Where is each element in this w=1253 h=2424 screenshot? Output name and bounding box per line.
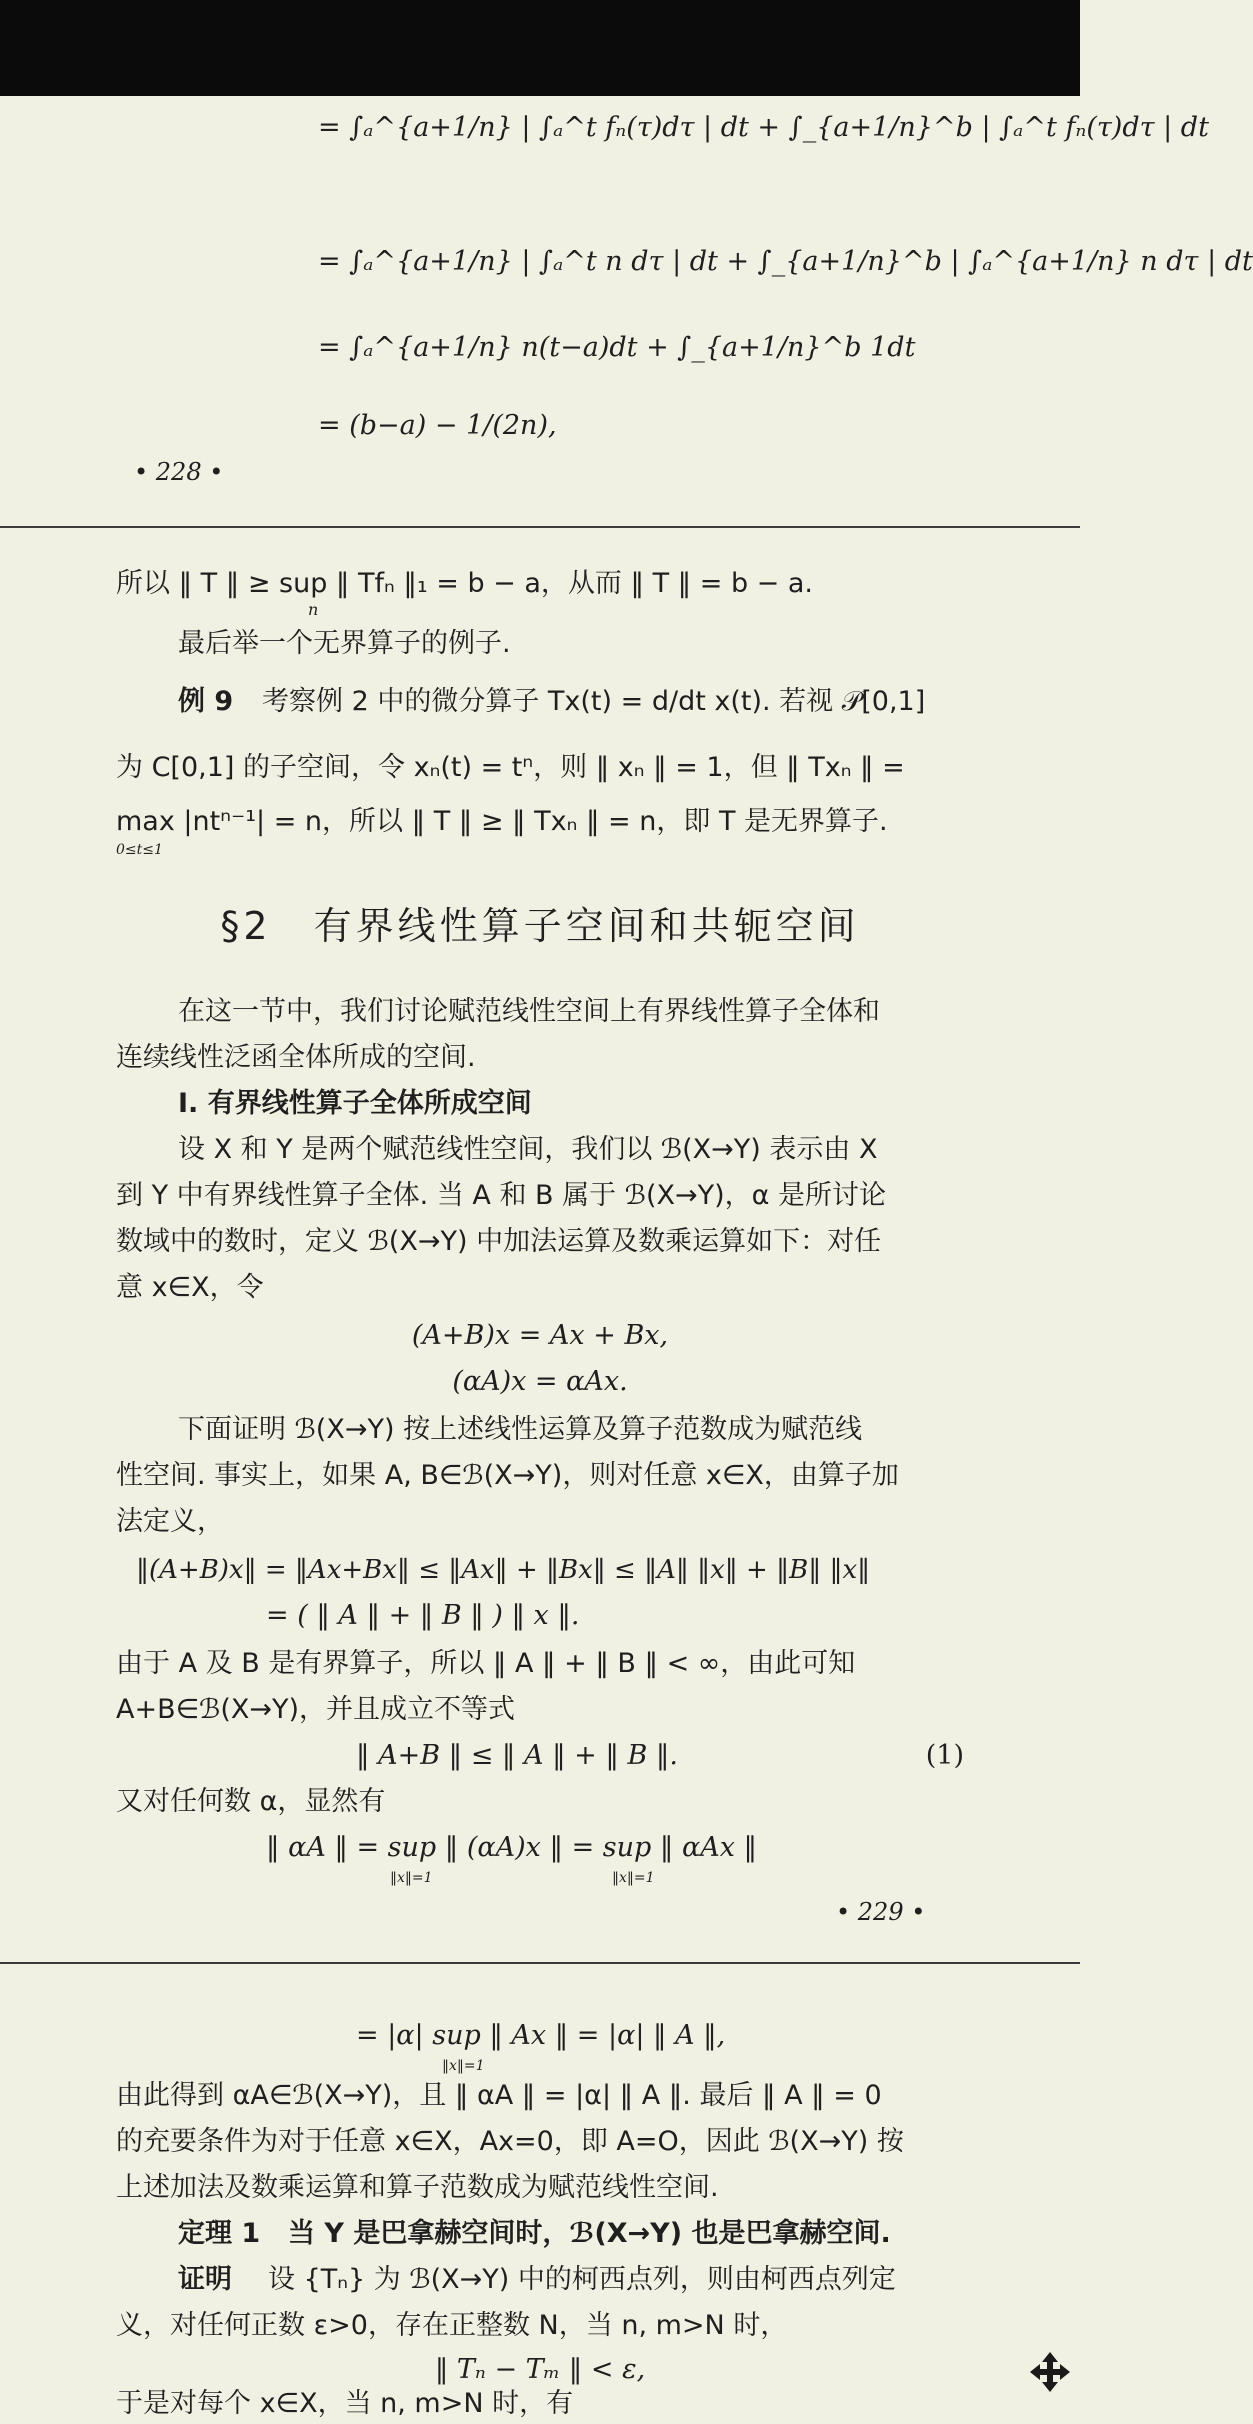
text-line: 意 x∈X，令 bbox=[116, 1272, 264, 1303]
cauchy-inequality: ‖ Tₙ − Tₘ ‖ < ε, bbox=[434, 2354, 646, 2385]
text-line: 设 {Tₙ} 为 ℬ(X→Y) 中的柯西点列，则由柯西点列定 bbox=[268, 2264, 896, 2295]
sub-heading: Ⅰ. 有界线性算子全体所成空间 bbox=[178, 1088, 532, 1119]
scalar-norm-equation: ‖ αA ‖ = sup ‖ (αA)x ‖ = sup ‖ αAx ‖ bbox=[266, 1832, 758, 1863]
text-line: 在这一节中，我们讨论赋范线性空间上有界线性算子全体和 bbox=[178, 996, 880, 1027]
text-line: 到 Y 中有界线性算子全体. 当 A 和 B 属于 ℬ(X→Y)，α 是所讨论 bbox=[116, 1180, 887, 1211]
page-228 bbox=[0, 96, 1253, 526]
inequality-line-2: = ( ‖ A ‖ + ‖ B ‖ ) ‖ x ‖. bbox=[266, 1600, 580, 1631]
text-line: max |ntⁿ⁻¹| = n，所以 ‖ T ‖ ≥ ‖ Txₙ ‖ = n，即 T 是无界算子. bbox=[116, 806, 888, 837]
sup-subscript: n bbox=[308, 600, 319, 619]
text-line: 性空间. 事实上，如果 A, B∈ℬ(X→Y)，则对任意 x∈X，由算子加 bbox=[116, 1460, 899, 1491]
move-arrows-icon[interactable] bbox=[1028, 2350, 1072, 2394]
text-line: 由此得到 αA∈ℬ(X→Y)，且 ‖ αA ‖ = |α| ‖ A ‖. 最后 ‖ A ‖ = 0 bbox=[116, 2080, 882, 2111]
text-line: 上述加法及数乘运算和算子范数成为赋范线性空间. bbox=[116, 2172, 719, 2203]
page-number: • 229 • bbox=[836, 1898, 926, 1926]
text-line: 连续线性泛函全体所成的空间. bbox=[116, 1042, 476, 1073]
equation-line-2: = ∫ₐ^{a+1/n} | ∫ₐ^t n dτ | dt + ∫_{a+1/n}^b | ∫ₐ^{a+1/n} n dτ | dt bbox=[318, 246, 1253, 277]
text-line: 法定义， bbox=[116, 1506, 224, 1537]
norm-inequality: ‖ A+B ‖ ≤ ‖ A ‖ + ‖ B ‖. bbox=[356, 1740, 678, 1771]
definition-scalar: (αA)x = αAx. bbox=[452, 1366, 628, 1397]
text-line: 于是对每个 x∈X，当 n, m>N 时，有 bbox=[116, 2388, 574, 2419]
text-line: A+B∈ℬ(X→Y)，并且成立不等式 bbox=[116, 1694, 516, 1725]
equation-line-1: = ∫ₐ^{a+1/n} | ∫ₐ^t fₙ(τ)dτ | dt + ∫_{a+1/n}^b | ∫ₐ^t fₙ(τ)dτ | dt bbox=[318, 112, 1209, 143]
page-number: • 228 • bbox=[134, 458, 224, 486]
example-label: 例 9 bbox=[178, 686, 234, 717]
section-title: §2 有界线性算子空间和共轭空间 bbox=[220, 904, 860, 948]
text-line: 设 X 和 Y 是两个赋范线性空间，我们以 ℬ(X→Y) 表示由 X bbox=[178, 1134, 878, 1165]
equation-line-4: = (b−a) − 1/(2n), bbox=[318, 410, 557, 441]
text-line: 又对任何数 α，显然有 bbox=[116, 1786, 386, 1817]
max-subscript: 0≤t≤1 bbox=[116, 842, 163, 858]
text-line: 为 C[0,1] 的子空间，令 xₙ(t) = tⁿ，则 ‖ xₙ ‖ = 1，但 ‖ Txₙ ‖ = bbox=[116, 752, 905, 783]
text-line: 所以 ‖ T ‖ ≥ sup ‖ Tfₙ ‖₁ = b − a，从而 ‖ T ‖ = b − a. bbox=[116, 568, 814, 599]
equation-line-3: = ∫ₐ^{a+1/n} n(t−a)dt + ∫_{a+1/n}^b 1dt bbox=[318, 332, 916, 363]
page-230 bbox=[0, 1964, 1080, 2419]
equation-number: (1) bbox=[925, 1740, 964, 1771]
theorem-label: 定理 1 bbox=[178, 2218, 261, 2249]
text-line: 最后举一个无界算子的例子. bbox=[178, 628, 511, 659]
sup-subscript: ‖x‖=1 bbox=[442, 2058, 485, 2074]
text-line: 考察例 2 中的微分算子 Tx(t) = d/dt x(t). 若视 𝒫[0,1] bbox=[262, 686, 926, 717]
proof-label: 证明 bbox=[178, 2264, 232, 2295]
definition-sum: (A+B)x = Ax + Bx, bbox=[411, 1320, 669, 1351]
sup-subscript: ‖x‖=1 bbox=[612, 1870, 655, 1886]
scalar-norm-result: = |α| sup ‖ Ax ‖ = |α| ‖ A ‖, bbox=[356, 2020, 726, 2051]
top-status-bar bbox=[0, 0, 1080, 96]
text-line: 由于 A 及 B 是有界算子，所以 ‖ A ‖ + ‖ B ‖ < ∞，由此可知 bbox=[116, 1648, 856, 1679]
page-229 bbox=[0, 528, 1080, 1962]
text-line: 义，对任何正数 ε>0，存在正整数 N，当 n, m>N 时， bbox=[116, 2310, 788, 2341]
sup-subscript: ‖x‖=1 bbox=[390, 1870, 433, 1886]
text-line: 的充要条件为对于任意 x∈X，Ax=0，即 A=O，因此 ℬ(X→Y) 按 bbox=[116, 2126, 904, 2157]
inequality-line-1: ‖(A+B)x‖ = ‖Ax+Bx‖ ≤ ‖Ax‖ + ‖Bx‖ ≤ ‖A‖ ‖x‖ + ‖B‖ ‖x‖ bbox=[136, 1555, 871, 1585]
text-line: 数域中的数时，定义 ℬ(X→Y) 中加法运算及数乘运算如下：对任 bbox=[116, 1226, 882, 1257]
text-line: 下面证明 ℬ(X→Y) 按上述线性运算及算子范数成为赋范线 bbox=[178, 1414, 863, 1445]
theorem-text: 当 Y 是巴拿赫空间时，ℬ(X→Y) 也是巴拿赫空间. bbox=[288, 2218, 891, 2249]
